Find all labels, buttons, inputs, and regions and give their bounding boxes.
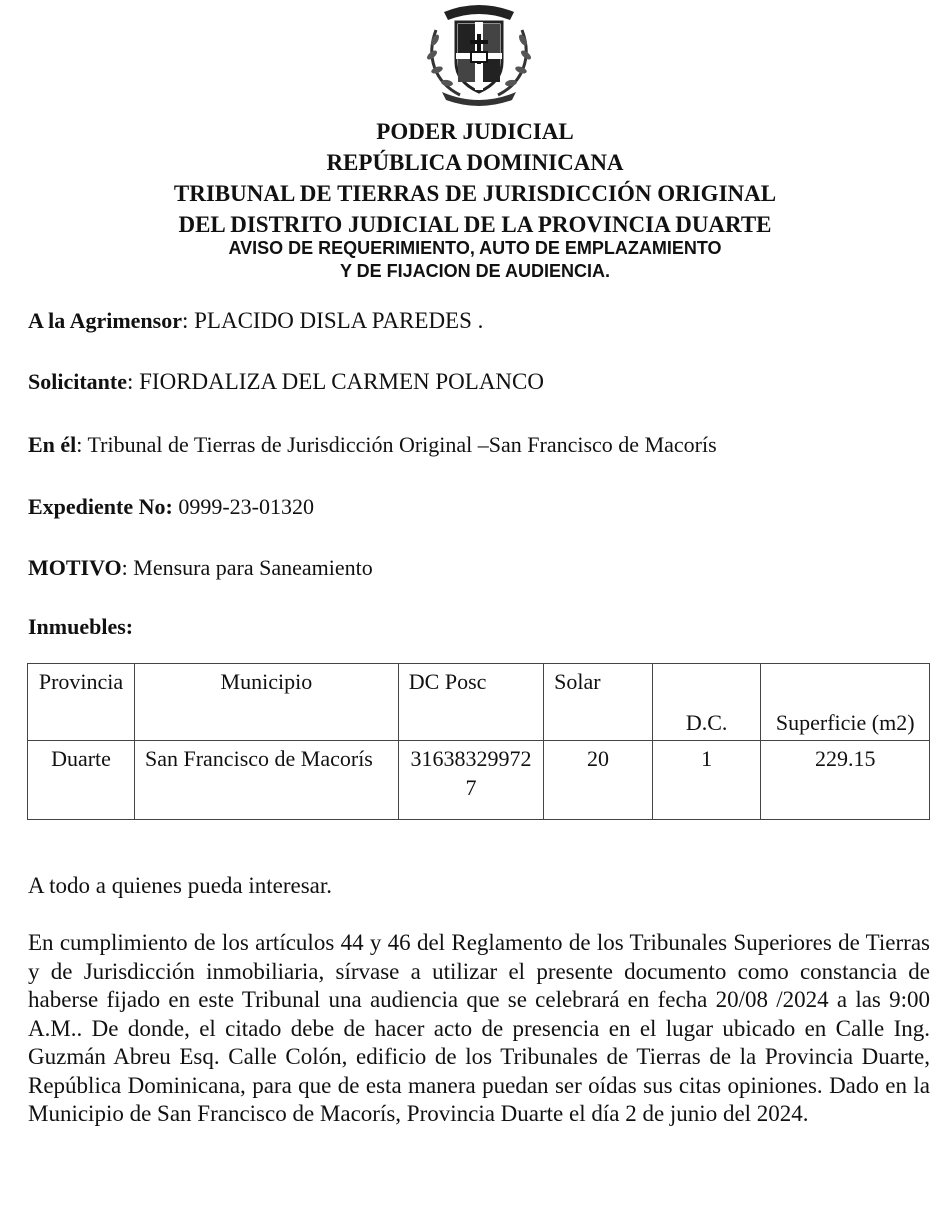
- header-republica: REPÚBLICA DOMINICANA: [326, 150, 624, 175]
- solicitante-label: Solicitante: [28, 369, 127, 394]
- en-el-field: [28, 432, 717, 458]
- col-superficie: Superficie (m2): [761, 664, 930, 741]
- notice-paragraph: En cumplimiento de los artículos 44 y 46 del Reglamento de los Tribunales Superiores de Tierras y de Jurisdicción inmobiliaria, sírvase a utilizar el presente documento como constancia de haberse fijado en este Tribunal una audiencia que se celebrará en fecha 20/08 /2024 a las 9:00 A.M.. De donde, el citado debe de hacer acto de presencia en el lugar ubicado en Calle Ing. Guzmán Abreu Esq. Calle Colón, edificio de los Tribunales de Tierras de la Provincia Duarte, República Dominicana, para que de esta manera puedan ser oídas sus citas opiniones. Dado en la Municipio de San Francisco de Macorís, Provincia Duarte el día 2 de junio del 2024.: [28, 930, 930, 1126]
- solicitante-value: : FIORDALIZA DEL CARMEN POLANCO: [127, 369, 544, 394]
- col-solar: Solar: [544, 664, 653, 741]
- cell-municipio: San Francisco de Macorís: [134, 741, 398, 820]
- motivo-value: : Mensura para Saneamiento: [121, 555, 373, 580]
- col-dc-posc: DC Posc: [398, 664, 543, 741]
- header-tribunal: TRIBUNAL DE TIERRAS DE JURISDICCIÓN ORIGINAL: [173, 181, 777, 206]
- en-el-value: : Tribunal de Tierras de Jurisdicción Original –San Francisco de Macorís: [76, 432, 717, 457]
- motivo-label: MOTIVO: [28, 555, 122, 580]
- motivo-field: [28, 555, 373, 581]
- agrimensor-label: A la Agrimensor: [28, 308, 182, 333]
- col-municipio: Municipio: [134, 664, 398, 741]
- inmuebles-label: Inmuebles:: [28, 614, 134, 639]
- en-el-label: En él: [28, 432, 77, 457]
- inmuebles-heading: [28, 614, 133, 640]
- cell-dc-posc: 316383299727: [398, 741, 543, 820]
- cell-dc: 1: [652, 741, 761, 820]
- cell-provincia: Duarte: [28, 741, 135, 820]
- cell-superficie: 229.15: [761, 741, 930, 820]
- header-distrito: DEL DISTRITO JUDICIAL DE LA PROVINCIA DUARTE: [178, 212, 772, 237]
- header-poder-judicial: PODER JUDICIAL: [376, 119, 574, 144]
- agrimensor-field: [28, 308, 483, 334]
- table-header-row: [28, 664, 930, 741]
- col-provincia: Provincia: [28, 664, 135, 741]
- solicitante-field: [28, 369, 544, 395]
- coat-of-arms-emblem: [420, 0, 538, 108]
- table-row: [28, 741, 930, 820]
- expediente-field: [28, 494, 314, 520]
- agrimensor-value: : PLACIDO DISLA PAREDES .: [182, 308, 484, 333]
- col-dc: D.C.: [652, 664, 761, 741]
- header-aviso: AVISO DE REQUERIMIENTO, AUTO DE EMPLAZAMIENTO: [228, 238, 722, 258]
- expediente-value: 0999-23-01320: [172, 494, 314, 519]
- expediente-label: Expediente No:: [28, 494, 173, 519]
- header-fijacion: Y DE FIJACION DE AUDIENCIA.: [339, 261, 611, 281]
- cell-solar: 20: [544, 741, 653, 820]
- inmuebles-table: [27, 663, 930, 820]
- greeting-text: A todo a quienes pueda interesar.: [28, 873, 333, 898]
